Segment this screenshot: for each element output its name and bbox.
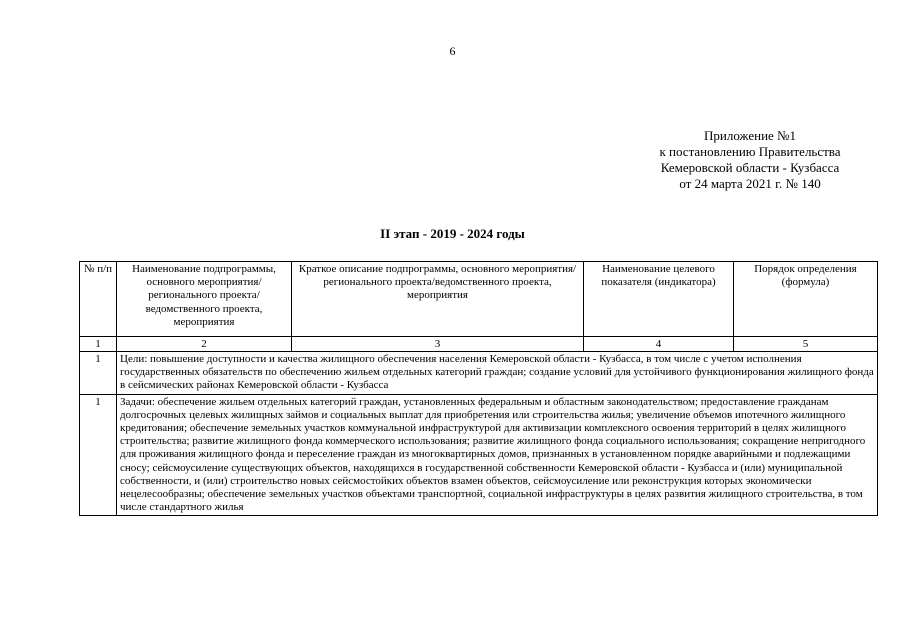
stage-title: II этап - 2019 - 2024 годы <box>380 226 525 241</box>
row-number: 1 <box>80 352 117 395</box>
row-number: 1 <box>80 394 117 516</box>
column-number: 5 <box>734 337 878 352</box>
appendix-line-3: Кемеровской области - Кузбасса <box>660 160 840 175</box>
program-table <box>79 261 878 516</box>
appendix-line-2: к постановлению Правительства <box>659 144 841 159</box>
column-number: 4 <box>584 337 734 352</box>
column-number: 3 <box>292 337 584 352</box>
table-row <box>80 352 878 395</box>
column-number-row <box>80 337 878 352</box>
header-formula: Порядок определения (формула) <box>734 262 878 337</box>
header-description: Краткое описание подпрограммы, основного мероприятия/регионального проекта/ведомственного проекта, мероприятия <box>292 262 584 337</box>
table-header-row <box>80 262 878 337</box>
appendix-line-1: Приложение №1 <box>704 128 796 143</box>
header-number: № п/п <box>80 262 117 337</box>
column-number: 1 <box>80 337 117 352</box>
page-number: 6 <box>449 44 456 58</box>
column-number: 2 <box>117 337 292 352</box>
header-name: Наименование подпрограммы, основного мероприятия/регионального проекта/ведомственного проекта, мероприятия <box>117 262 292 337</box>
tasks-text: Задачи: обеспечение жильем отдельных категорий граждан, установленных федеральным и областным законодательством; предоставление гражданам долгосрочных целевых жилищных займов и социальных выплат для приобретения или строительства жилья; увеличение объемов ипотечного жилищного кредитования; обеспечение земельных участков коммунальной инфраструктурой для активизации комплексного освоения территорий в целях жилищного строительства; развитие жилищного фонда коммерческого использования; развитие жилищного фонда социального использования; сокращение непригодного для проживания жилищного фонда и переселение граждан из многоквартирных домов, признанных в установленном порядке аварийными и подлежащими сносу; сейсмоусиление существующих объектов, находящихся в государственной собственности Кемеровской области - Кузбасса и (или) муниципальной собственности, и (или) строительство новых сейсмостойких объектов взамен объектов, сейсмоусиление или реконструкция которых экономически нецелесообразны; обеспечение земельных участков объектами транспортной, социальной инфраструктуры в целях развития жилищного строительства, в том числе стандартного жилья <box>117 394 878 516</box>
header-indicator: Наименование целевого показателя (индикатора) <box>584 262 734 337</box>
table-row <box>80 394 878 516</box>
goals-text: Цели: повышение доступности и качества жилищного обеспечения населения Кемеровской области - Кузбасса, в том числе с учетом исполнения государственных обязательств по обеспечению жильем отдельных категорий граждан; создание условий для устойчивого функционирования жилищного фонда в сейсмических районах Кемеровской области - Кузбасса <box>117 352 878 395</box>
appendix-block <box>620 128 880 192</box>
appendix-line-4: от 24 марта 2021 г. № 140 <box>679 176 821 191</box>
